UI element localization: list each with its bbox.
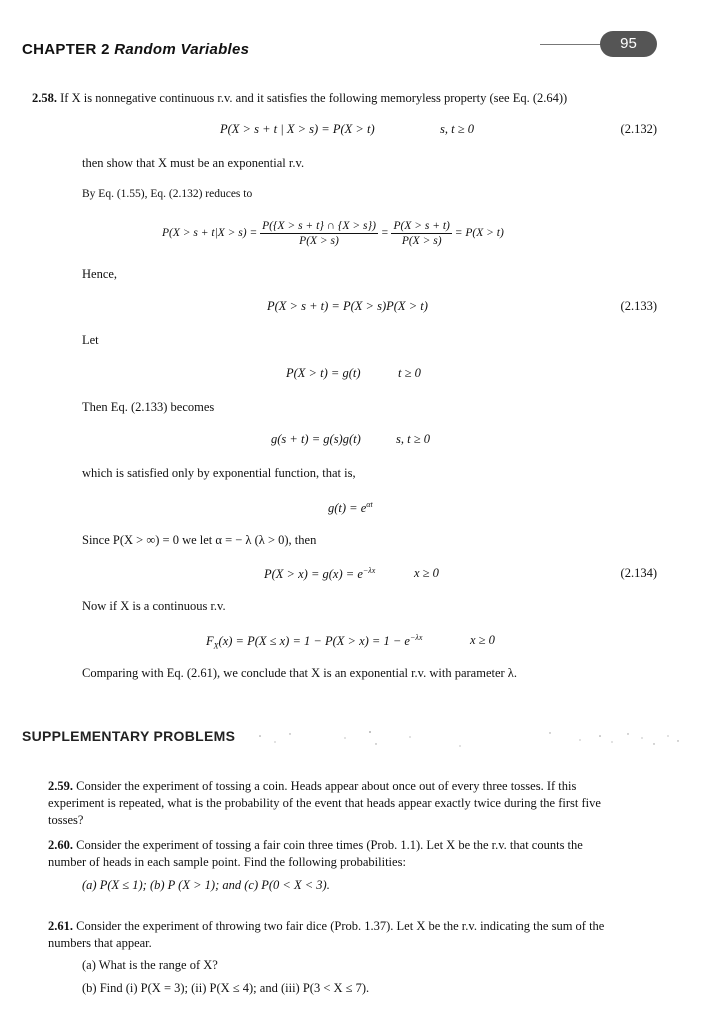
exponential-base: g(t) = e <box>328 501 367 516</box>
problem-text: If X is nonnegative continuous r.v. and it satisfies the following memoryless property (see Eq. (2.64)) <box>60 91 568 105</box>
problem-number: 2.61. <box>48 919 73 933</box>
cdf-equation <box>206 633 422 651</box>
let-equation: P(X > t) = g(t) <box>286 366 361 380</box>
equation-2-133: P(X > s + t) = P(X > s)P(X > t) <box>267 299 428 313</box>
now-if-text: Now if X is a continuous r.v. <box>82 599 226 613</box>
fraction-2-denominator: P(X > s) <box>401 235 442 247</box>
scan-speckle-decoration <box>250 728 690 750</box>
problem-2-58-statement <box>32 91 567 106</box>
functional-equation-condition: s, t ≥ 0 <box>396 432 430 446</box>
cdf-subscript: X <box>213 641 219 651</box>
reduction-rhs: = P(X > t) <box>454 227 504 240</box>
problem-number: 2.60. <box>48 838 73 852</box>
page-number: 95 <box>600 31 657 57</box>
supplementary-heading: SUPPLEMENTARY PROBLEMS <box>22 728 236 744</box>
problem-text: Consider the experiment of tossing a fair coin three times (Prob. 1.1). Let X be the r.v. that counts the number of heads in each sample point. Find the following probabilities: <box>48 838 583 869</box>
reduction-fraction-1 <box>260 220 378 247</box>
fraction-1-denominator: P(X > s) <box>299 235 339 247</box>
reduction-lhs: P(X > s + t|X > s) = <box>162 227 258 240</box>
problem-number: 2.58. <box>32 91 57 105</box>
equation-2-134-exponent: −λx <box>362 566 376 575</box>
satisfied-text: which is satisfied only by exponential function, that is, <box>82 466 356 480</box>
problem-2-60 <box>48 837 620 871</box>
problem-number: 2.59. <box>48 779 73 793</box>
then-becomes-text: Then Eq. (2.133) becomes <box>82 400 215 414</box>
conclusion-text: Comparing with Eq. (2.61), we conclude that X is an exponential r.v. with parameter λ. <box>82 666 517 680</box>
reduction-equation <box>162 220 504 247</box>
equation-2-132-condition: s, t ≥ 0 <box>440 122 474 136</box>
functional-equation: g(s + t) = g(s)g(t) <box>271 432 361 446</box>
since-text: Since P(X > ∞) = 0 we let α = − λ (λ > 0), then <box>82 533 317 547</box>
cdf-condition: x ≥ 0 <box>470 633 495 647</box>
equation-2-134-condition: x ≥ 0 <box>414 566 439 580</box>
let-condition: t ≥ 0 <box>398 366 421 380</box>
equation-number-2-133: (2.133) <box>620 299 657 313</box>
problem-text: Consider the experiment of tossing a coin. Heads appear about once out of every three tosses. If this experiment is repeated, what is the probability of the event that heads appear exactly twice during the first five tosses? <box>48 779 601 827</box>
exponential-solution <box>328 500 373 516</box>
chapter-title: Random Variables <box>114 41 250 58</box>
equation-number-2-132: (2.132) <box>620 122 657 136</box>
cdf-symbol: F <box>206 634 214 649</box>
then-show-text: then show that X must be an exponential r.v. <box>82 156 305 170</box>
equation-number-2-134: (2.134) <box>620 566 657 580</box>
problem-2-59 <box>48 778 620 829</box>
problem-2-60-parts: (a) P(X ≤ 1); (b) P (X > 1); and (c) P(0 < X < 3). <box>82 878 330 892</box>
problem-2-61-part-b: (b) Find (i) P(X = 3); (ii) P(X ≤ 4); and (iii) P(3 < X ≤ 7). <box>82 981 370 995</box>
let-text: Let <box>82 333 99 347</box>
equation-2-134 <box>264 566 375 582</box>
problem-2-61-part-a: (a) What is the range of X? <box>82 958 218 972</box>
problem-2-61 <box>48 918 620 952</box>
fraction-2-numerator: P(X > s + t) <box>393 220 450 232</box>
equation-2-132: P(X > s + t | X > s) = P(X > t) <box>220 122 375 136</box>
cdf-exponent: −λx <box>409 633 423 642</box>
cdf-body: (x) = P(X ≤ x) = 1 − P(X > x) = 1 − e <box>218 634 410 649</box>
problem-text: Consider the experiment of throwing two fair dice (Prob. 1.37). Let X be the r.v. indicating the sum of the numbers that appear. <box>48 919 605 950</box>
equals-sign: = <box>380 227 389 240</box>
fraction-1-numerator: P({X > s + t} ∩ {X > s}) <box>262 220 376 232</box>
equation-2-134-body: P(X > x) = g(x) = e <box>264 567 363 582</box>
hence-text: Hence, <box>82 267 118 281</box>
chapter-header <box>22 41 249 58</box>
reduction-fraction-2 <box>391 220 451 247</box>
by-eq-text: By Eq. (1.55), Eq. (2.132) reduces to <box>82 188 253 200</box>
exponential-exponent: αt <box>366 500 373 509</box>
chapter-label: CHAPTER 2 <box>22 41 110 58</box>
